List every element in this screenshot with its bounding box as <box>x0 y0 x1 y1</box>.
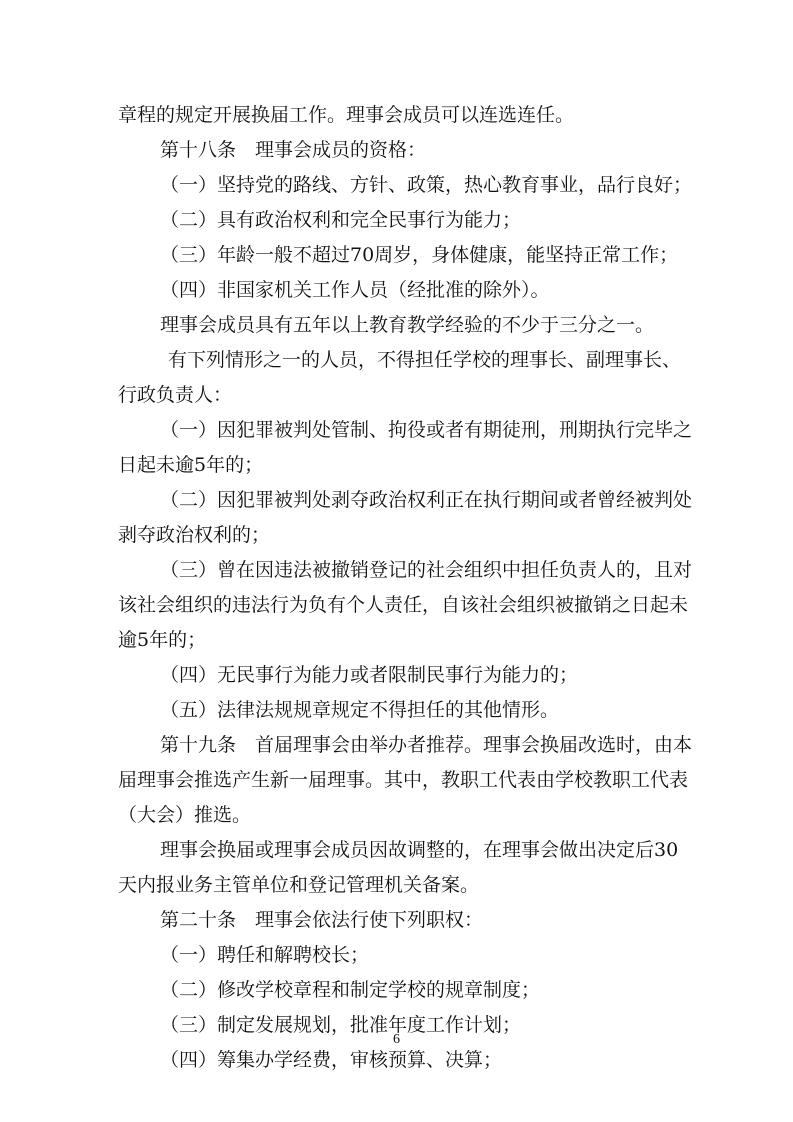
text-line-10: （一）因犯罪被判处管制、拘役或者有期徒刑，刑期执行完毕之 <box>160 419 693 441</box>
text-line-17: （四）无民事行为能力或者限制民事行为能力的； <box>160 664 579 686</box>
text-line-22: 理事会换届或理事会成员因故调整的，在理事会做出决定后30 <box>160 839 679 861</box>
text-line-14: （三）曾在因违法被撤销登记的社会组织中担任负责人的，且对 <box>160 559 693 581</box>
text-line-16: 逾5年的； <box>118 629 207 651</box>
text-line-12: （二）因犯罪被判处剥夺政治权利正在执行期间或者曾经被判处 <box>160 489 693 511</box>
text-line-25: （一）聘任和解聘校长； <box>160 944 370 966</box>
text-line-23: 天内报业务主管单位和登记管理机关备案。 <box>118 874 480 896</box>
text-line-18: （五）法律法规规章规定不得担任的其他情形。 <box>160 699 560 721</box>
text-line-6: （四）非国家机关工作人员（经批准的除外）。 <box>160 279 550 301</box>
text-line-4: （二）具有政治权利和完全民事行为能力； <box>160 209 522 231</box>
text-line-3: （一）坚持党的路线、方针、政策，热心教育事业，品行良好； <box>160 174 693 196</box>
article-19-heading: 第十九条 首届理事会由举办者推荐。理事会换届改选时，由本 <box>160 734 693 756</box>
text-line-5: （三）年龄一般不超过70周岁，身体健康，能坚持正常工作； <box>160 244 679 266</box>
text-line-13: 剥夺政治权利的； <box>118 524 271 546</box>
article-20-heading: 第二十条 理事会依法行使下列职权： <box>160 909 484 931</box>
page-number: 6 <box>393 1032 400 1047</box>
text-line-20: 届理事会推选产生新一届理事。其中，教职工代表由学校教职工代表 <box>118 769 689 791</box>
text-line-9: 行政负责人： <box>118 384 233 406</box>
text-line-15: 该社会组织的违法行为负有个人责任，自该社会组织被撤销之日起未 <box>118 594 689 616</box>
text-line-1: 章程的规定开展换届工作。理事会成员可以连选连任。 <box>118 104 575 126</box>
text-line-11: 日起未逾5年的； <box>118 454 264 476</box>
text-line-27: （三）制定发展规划，批准年度工作计划； <box>160 1014 522 1036</box>
text-line-8: 有下列情形之一的人员，不得担任学校的理事长、副理事长、 <box>168 349 682 371</box>
article-18-heading: 第十八条 理事会成员的资格： <box>160 139 427 161</box>
text-line-26: （二）修改学校章程和制定学校的规章制度； <box>160 979 541 1001</box>
text-line-28: （四）筹集办学经费，审核预算、决算； <box>160 1049 503 1071</box>
text-line-7: 理事会成员具有五年以上教育教学经验的不少于三分之一。 <box>160 314 655 336</box>
text-line-21: （大会）推选。 <box>118 804 252 826</box>
